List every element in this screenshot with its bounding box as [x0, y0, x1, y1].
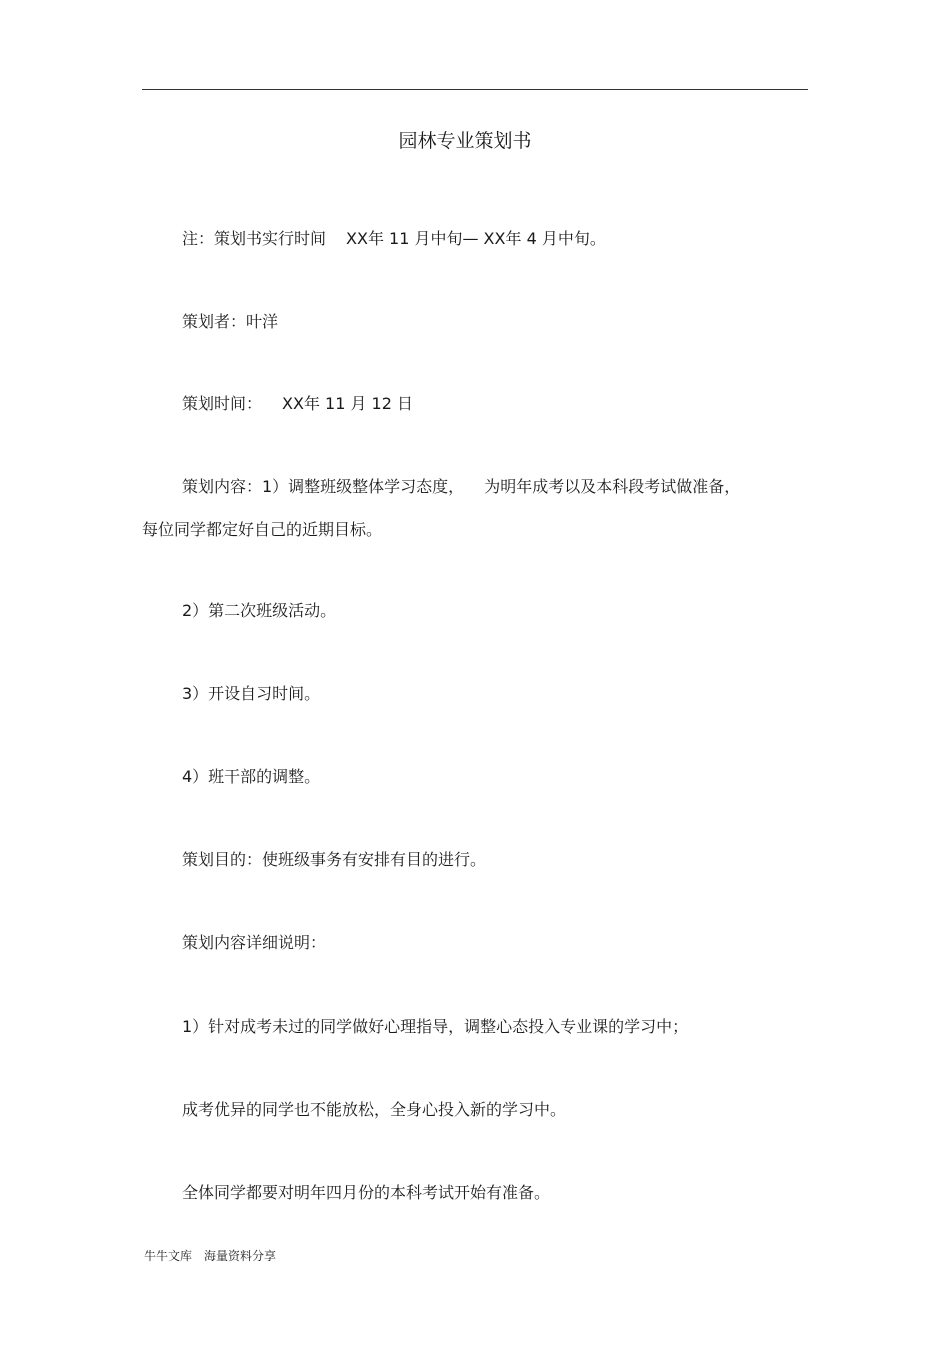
detail1-paragraph [142, 1015, 808, 1039]
note-paragraph [142, 227, 808, 251]
details-heading: 策划内容详细说明： [182, 933, 327, 952]
content-intro-line2: 每位同学都定好自己的近期目标。 [142, 520, 383, 539]
item3-paragraph [142, 682, 808, 706]
note-value: XX年 11 月中旬— XX年 4 月中旬。 [346, 229, 606, 248]
detail1-text: 1）针对成考未过的同学做好心理指导，调整心态投入专业课的学习中； [182, 1017, 689, 1036]
detail3-paragraph [142, 1181, 808, 1205]
header-rule [142, 89, 808, 90]
detail2-text: 成考优异的同学也不能放松，全身心投入新的学习中。 [182, 1100, 567, 1119]
content-intro-part1: 策划内容：1）调整班级整体学习态度， [182, 477, 465, 496]
purpose-text: 策划目的：使班级事务有安排有目的进行。 [182, 850, 487, 869]
item2-paragraph [142, 599, 808, 623]
purpose-paragraph [142, 848, 808, 872]
details-heading-paragraph [142, 931, 808, 955]
item4-paragraph [142, 765, 808, 789]
plan-time-value: XX年 11 月 12 日 [282, 394, 414, 413]
content-intro-part2: 为明年成考以及本科段考试做准备， [484, 477, 741, 496]
plan-time-paragraph [142, 392, 808, 416]
page-footer [144, 1247, 276, 1265]
document-title: 园林专业策划书 [398, 130, 532, 152]
item2-text: 2）第二次班级活动。 [182, 601, 337, 620]
item3-text: 3）开设自习时间。 [182, 684, 321, 703]
planner-paragraph [142, 310, 808, 334]
content-intro-paragraph [142, 475, 808, 542]
planner-text: 策划者：叶洋 [182, 312, 279, 331]
detail2-paragraph [142, 1098, 808, 1122]
note-label: 注：策划书实行时间 [182, 229, 327, 248]
footer-site: 牛牛文库 [144, 1249, 193, 1263]
item4-text: 4）班干部的调整。 [182, 767, 321, 786]
footer-tagline: 海量资料分享 [204, 1249, 277, 1263]
detail3-text: 全体同学都要对明年四月份的本科考试开始有准备。 [182, 1183, 551, 1202]
plan-time-label: 策划时间： [182, 394, 263, 413]
